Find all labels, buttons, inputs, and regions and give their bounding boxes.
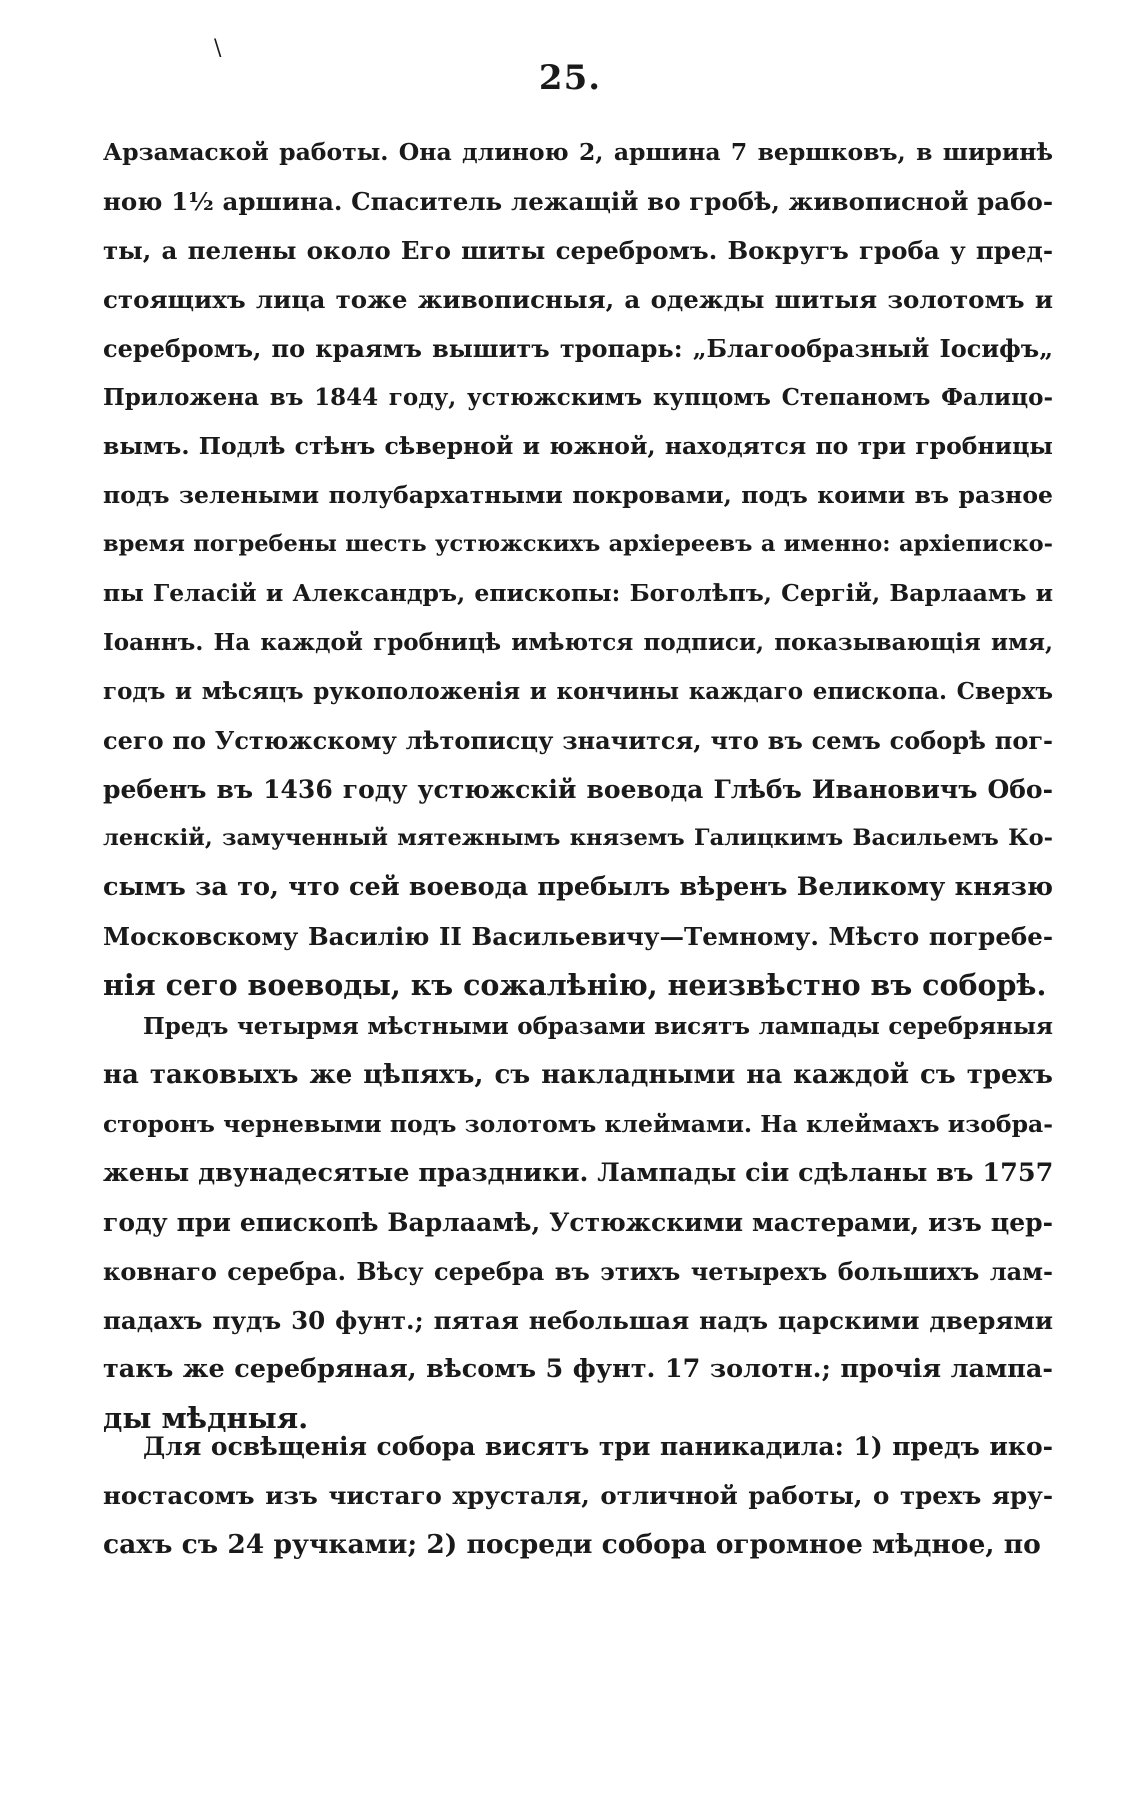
- text-line: году при епископѣ Варлаамѣ, Устюжскими мастерами, изъ цер-: [103, 1208, 1053, 1237]
- text-line: на таковыхъ же цѣпяхъ, съ накладными на каждой съ трехъ: [103, 1060, 1053, 1090]
- text-line: сахъ съ 24 ручками; 2) посреди собора огромное мѣдное, по: [103, 1529, 1041, 1560]
- paragraph-2: [103, 1002, 1053, 1443]
- text-line: Приложена въ 1844 году, устюжскимъ купцомъ Степаномъ Фалицо-: [103, 384, 1053, 411]
- text-line: Предъ четырмя мѣстными образами висятъ лампады серебряныя: [143, 1013, 1053, 1040]
- text-line: нія сего воеводы, къ сожалѣнію, неизвѣстно въ соборѣ.: [103, 968, 1047, 1002]
- text-line: сего по Устюжскому лѣтописцу значится, что въ семъ соборѣ пог-: [103, 726, 1053, 755]
- page-number: 25.: [538, 58, 602, 98]
- paragraph-3: [103, 1422, 1053, 1569]
- text-line: стоящихъ лица тоже живописныя, а одежды шитыя золотомъ и: [103, 285, 1053, 314]
- text-line: ды мѣдныя.: [103, 1401, 309, 1435]
- text-line: Для освѣщенія собора висятъ три паникадила: 1) предъ ико-: [143, 1432, 1053, 1461]
- text-line: подъ зелеными полубархатными покровами, подъ коими въ разное: [103, 481, 1053, 509]
- text-line: сторонъ черневыми подъ золотомъ клеймами. На клеймахъ изобра-: [103, 1110, 1053, 1138]
- text-line: такъ же серебряная, вѣсомъ 5 фунт. 17 золотн.; прочія лампа-: [103, 1354, 1053, 1384]
- text-line: ною 1½ аршина. Спаситель лежащій во гробѣ, живописной рабо-: [103, 187, 1053, 216]
- text-line: Іоаннъ. На каждой гробницѣ имѣются подписи, показывающія имя,: [103, 629, 1053, 656]
- text-line: Московскому Василію II Васильевичу—Темному. Мѣсто погребе-: [103, 922, 1053, 951]
- text-line: ребенъ въ 1436 году устюжскій воевода Глѣбъ Ивановичъ Обо-: [103, 775, 1053, 804]
- text-line: жены двунадесятые праздники. Лампады сіи сдѣланы въ 1757: [103, 1158, 1054, 1188]
- text-line: Арзамаской работы. Она длиною 2, аршина 7 вершковъ, в ширинѣ: [103, 138, 1053, 166]
- text-line: время погребены шесть устюжскихъ архіереевъ а именно: архіеписко-: [103, 531, 1053, 557]
- text-line: ленскій, замученный мятежнымъ княземъ Галицкимъ Васильемъ Ко-: [103, 825, 1053, 851]
- text-line: годъ и мѣсяцъ рукоположенія и кончины каждаго епископа. Сверхъ: [103, 678, 1053, 705]
- paragraph-1: [103, 128, 1053, 1010]
- text-line: ковнаго серебра. Вѣсу серебра въ этихъ четырехъ большихъ лам-: [103, 1257, 1053, 1286]
- ink-speck: \: [214, 36, 222, 61]
- text-line: падахъ пудъ 30 фунт.; пятая небольшая надъ царскими дверями: [103, 1306, 1053, 1335]
- text-line: ностасомъ изъ чистаго хрусталя, отличной работы, о трехъ яру-: [103, 1481, 1053, 1510]
- text-line: сымъ за то, что сей воевода пребылъ вѣренъ Великому князю: [103, 872, 1053, 902]
- text-line: пы Геласій и Александръ, епископы: Боголѣпъ, Сергій, Варлаамъ и: [103, 579, 1053, 607]
- text-line: ты, а пелены около Его шиты серебромъ. Вокругъ гроба у пред-: [103, 236, 1053, 265]
- text-line: серебромъ, по краямъ вышитъ тропарь: „Благообразный Іосифъ„: [103, 334, 1053, 363]
- text-line: вымъ. Подлѣ стѣнъ сѣверной и южной, находятся по три гробницы: [103, 432, 1053, 460]
